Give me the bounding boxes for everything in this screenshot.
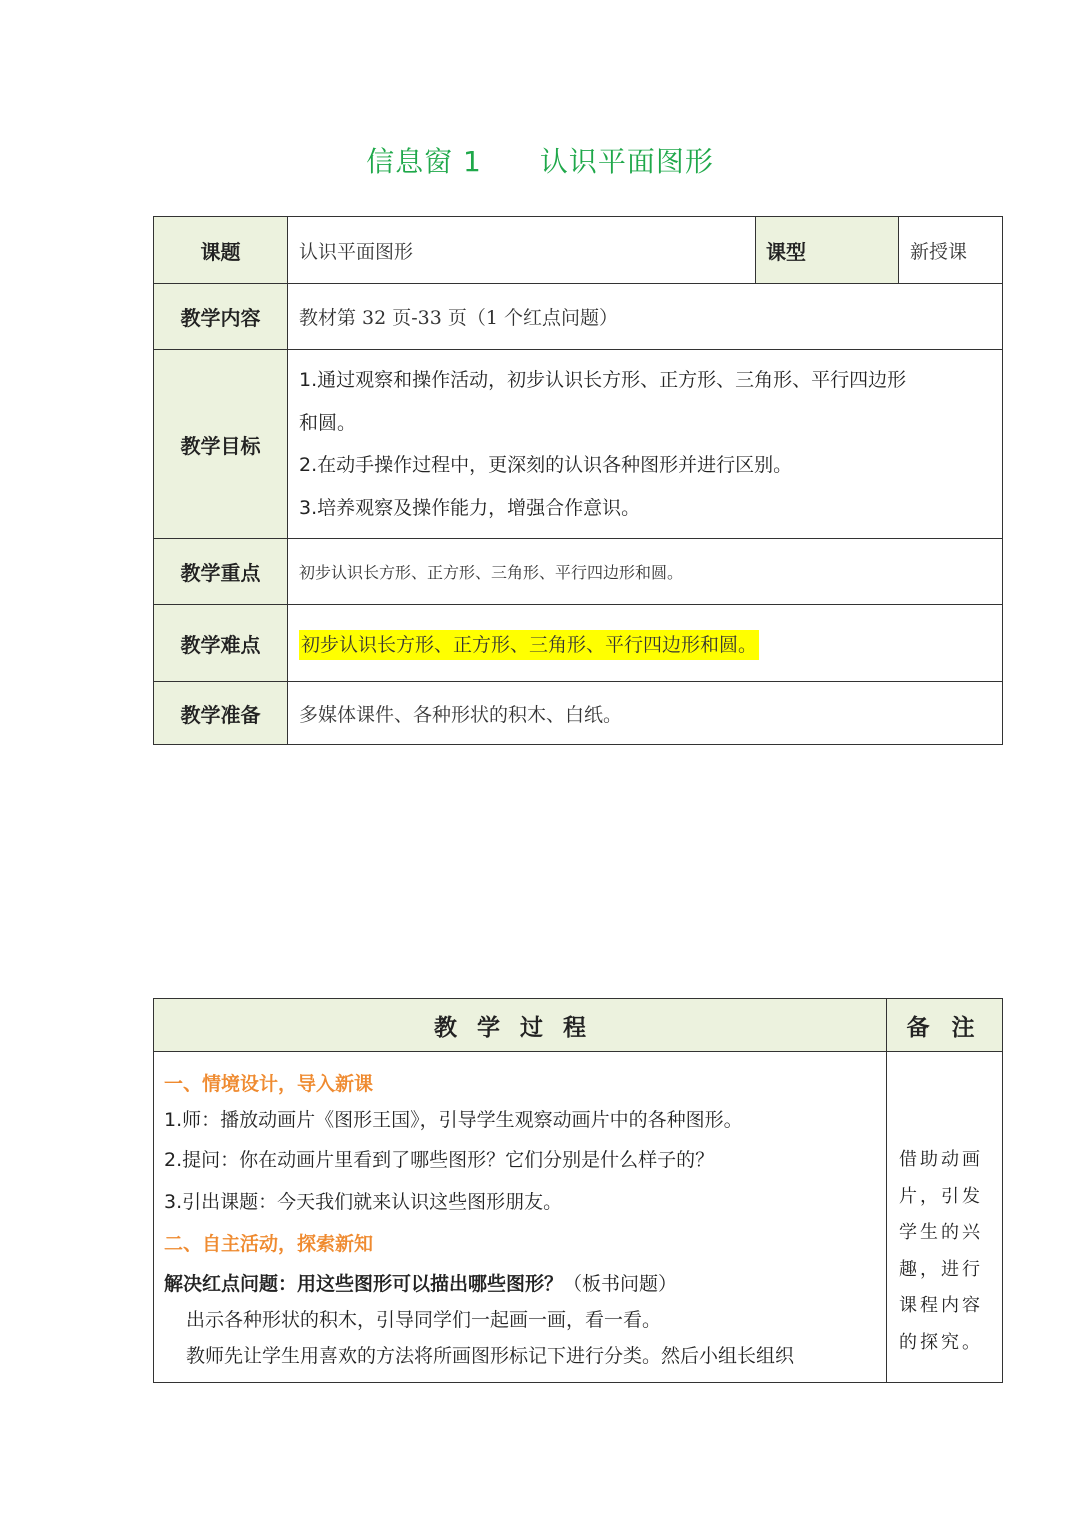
- remark-header: 备注: [887, 999, 1003, 1052]
- goal-item: 和圆。: [299, 411, 357, 434]
- red-point-question: 解决红点问题：用这些图形可以描出哪些图形？（板书问题）: [164, 1273, 678, 1295]
- topic-value: 认识平面图形: [288, 217, 756, 284]
- type-value: 新授课: [899, 217, 1003, 284]
- goal-item: 2.在动手操作过程中，更深刻的认识各种图形并进行区别。: [299, 454, 793, 476]
- process-header: 教学过程: [154, 999, 887, 1052]
- topic-label: 课题: [154, 217, 288, 284]
- key-point-row: [154, 539, 1003, 605]
- page-title: [0, 140, 1080, 180]
- content-value: 教材第 32 页-33 页（1 个红点问题）: [288, 284, 1003, 350]
- prep-row: [154, 682, 1003, 745]
- section-1-item: 1.师：播放动画片《图形王国》，引导学生观察动画片中的各种图形。: [164, 1109, 743, 1131]
- title-lesson-name: 认识平面图形: [539, 145, 714, 178]
- key-point-value: 初步认识长方形、正方形、三角形、平行四边形和圆。: [288, 539, 1003, 605]
- goals-label: 教学目标: [154, 350, 288, 539]
- content-row: [154, 284, 1003, 350]
- remark-line: 的探究。: [899, 1331, 983, 1353]
- goals-row: [154, 350, 1003, 539]
- type-label: 课型: [756, 217, 899, 284]
- section-1-item: 3.引出课题：今天我们就来认识这些图形朋友。: [164, 1191, 563, 1213]
- prep-value: 多媒体课件、各种形状的积木、白纸。: [288, 682, 1003, 745]
- section-2-title: 二、自主活动，探索新知: [164, 1233, 374, 1255]
- process-header-row: [154, 999, 1003, 1052]
- lesson-info-table: [153, 216, 1003, 745]
- section-1-item: 2.提问：你在动画片里看到了哪些图形？它们分别是什么样子的？: [164, 1149, 715, 1171]
- content-label: 教学内容: [154, 284, 288, 350]
- remark-line: 借助动画: [899, 1149, 983, 1170]
- goals-list: [288, 350, 1003, 539]
- difficulty-value-highlight: 初步认识长方形、正方形、三角形、平行四边形和圆。: [299, 630, 759, 660]
- paragraph-1: 出示各种形状的积木，引导同学们一起画一画，看一看。: [186, 1309, 662, 1331]
- key-point-label: 教学重点: [154, 539, 288, 605]
- remark-line: 片，引发: [899, 1185, 983, 1207]
- difficulty-row: [154, 605, 1003, 682]
- remark-content: [887, 1052, 1003, 1383]
- prep-label: 教学准备: [154, 682, 288, 745]
- difficulty-label: 教学难点: [154, 605, 288, 682]
- section-1-title: 一、情境设计，导入新课: [164, 1073, 374, 1095]
- topic-row: [154, 217, 1003, 284]
- remark-line: 趣，进行: [899, 1258, 983, 1280]
- title-window-number: 信息窗 1: [366, 145, 482, 178]
- paragraph-2: 教师先让学生用喜欢的方法将所画图形标记下进行分类。然后小组长组织: [186, 1345, 795, 1367]
- process-content: [154, 1052, 887, 1383]
- remark-line: 课程内容: [899, 1295, 983, 1316]
- remark-line: 学生的兴: [899, 1222, 983, 1243]
- goal-item: 1.通过观察和操作活动，初步认识长方形、正方形、三角形、平行四边形: [299, 369, 907, 391]
- process-body-row: [154, 1052, 1003, 1383]
- goal-item: 3.培养观察及操作能力，增强合作意识。: [299, 496, 641, 519]
- teaching-process-table: [153, 998, 1003, 1383]
